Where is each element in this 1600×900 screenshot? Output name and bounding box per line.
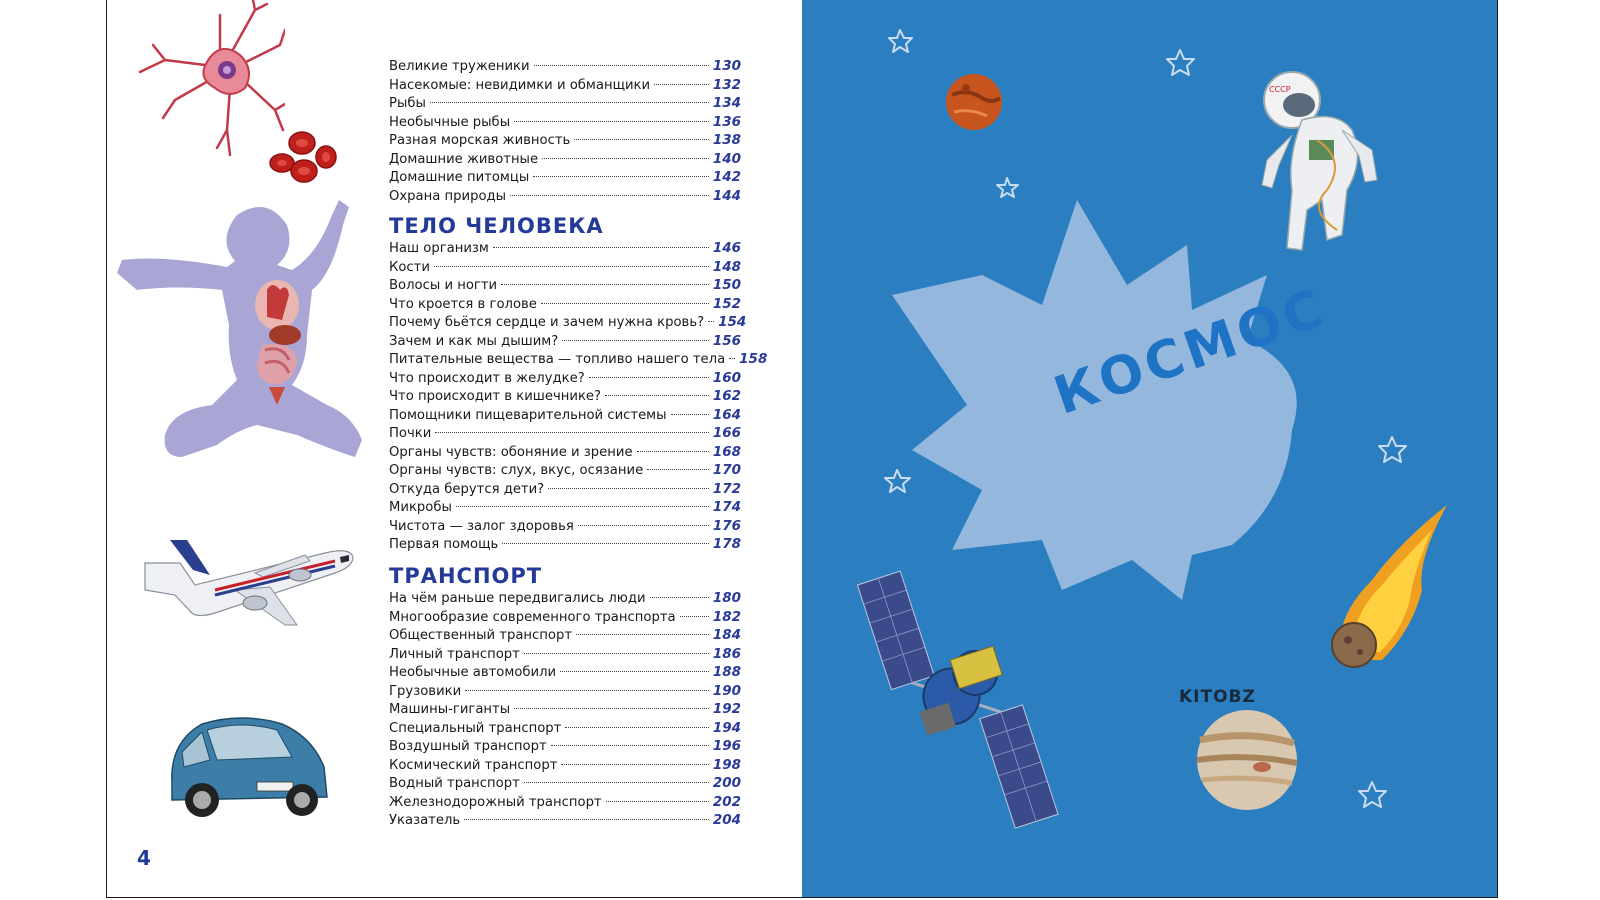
toc-entry: Кости 148 bbox=[389, 258, 741, 275]
toc-entry: Железнодорожный транспорт 202 bbox=[389, 793, 741, 810]
toc-group-animals bbox=[389, 57, 741, 205]
toc-entry: Великие труженики 130 bbox=[389, 58, 741, 74]
toc-entry: Указатель 204 bbox=[389, 812, 741, 828]
toc-entry: Первая помощь 178 bbox=[389, 536, 741, 552]
toc-entry: Наш организм 146 bbox=[389, 240, 741, 256]
toc-entry: Помощники пищеварительной системы 164 bbox=[389, 406, 741, 423]
star-icon bbox=[1359, 782, 1386, 807]
toc-entry: Специальный транспорт 194 bbox=[389, 719, 741, 736]
toc-entry: Что происходит в кишечнике? 162 bbox=[389, 388, 741, 404]
satellite-illustration bbox=[857, 555, 1087, 840]
toc-entry: Домашние животные 140 bbox=[389, 150, 741, 167]
toc-entry: Разная морская живность 138 bbox=[389, 132, 741, 148]
star-icon bbox=[997, 178, 1018, 197]
red-blood-cells-illustration bbox=[262, 125, 342, 190]
child-silhouette-illustration bbox=[117, 195, 377, 475]
star-icon bbox=[1379, 437, 1406, 462]
airplane-illustration bbox=[135, 535, 357, 630]
toc-entry: Космический транспорт 198 bbox=[389, 756, 741, 773]
toc-entry: Органы чувств: обоняние и зрение 168 bbox=[389, 443, 741, 460]
toc-entry: Насекомые: невидимки и обманщики 132 bbox=[389, 76, 741, 93]
star-icon bbox=[889, 30, 912, 52]
toc-entry: Рыбы 134 bbox=[389, 95, 741, 111]
left-page bbox=[107, 0, 802, 898]
toc-entry: Грузовики 190 bbox=[389, 682, 741, 699]
toc-entry: Органы чувств: слух, вкус, осязание 170 bbox=[389, 462, 741, 478]
section-heading-transport: ТРАНСПОРТ bbox=[389, 564, 543, 588]
toc-entry: Необычные рыбы 136 bbox=[389, 113, 741, 130]
toc-entry: Чистота — залог здоровья 176 bbox=[389, 517, 741, 534]
toc-entry: Водный транспорт 200 bbox=[389, 775, 741, 791]
astronaut-illustration bbox=[1247, 60, 1392, 260]
comet-illustration bbox=[1322, 500, 1452, 680]
toc-entry: Что кроется в голове 152 bbox=[389, 295, 741, 312]
mars-illustration bbox=[942, 70, 1007, 135]
toc-entry: Почки 166 bbox=[389, 425, 741, 441]
star-icon bbox=[885, 470, 910, 492]
toc-entry: На чём раньше передвигались люди 180 bbox=[389, 590, 741, 606]
watermark: KITOBZ bbox=[1179, 687, 1256, 707]
toc-entry: Что происходит в желудке? 160 bbox=[389, 369, 741, 386]
page-number: 4 bbox=[137, 846, 151, 870]
toc-entry: Личный транспорт 186 bbox=[389, 645, 741, 662]
book-spread bbox=[106, 0, 1498, 898]
toc-entry: Волосы и ногти 150 bbox=[389, 277, 741, 293]
car-illustration bbox=[162, 712, 332, 822]
toc-group-human-body bbox=[389, 239, 768, 554]
toc-entry: Почему бьётся сердце и зачем нужна кровь? 154 bbox=[389, 314, 747, 330]
toc-entry: Откуда берутся дети? 172 bbox=[389, 480, 741, 497]
svg-text:СССР: СССР bbox=[1269, 85, 1291, 94]
toc-entry: Микробы 174 bbox=[389, 499, 741, 515]
toc-entry: Необычные автомобили 188 bbox=[389, 664, 741, 680]
section-heading-human-body: ТЕЛО ЧЕЛОВЕКА bbox=[389, 214, 604, 238]
toc-entry: Машины-гиганты 192 bbox=[389, 701, 741, 717]
right-page bbox=[802, 0, 1498, 898]
toc-entry: Домашние питомцы 142 bbox=[389, 169, 741, 185]
section-title: КОСМОС bbox=[1047, 277, 1335, 427]
toc-group-transport bbox=[389, 589, 741, 830]
toc-entry: Общественный транспорт 184 bbox=[389, 627, 741, 643]
toc-entry: Питательные вещества — топливо нашего тела 158 bbox=[389, 351, 768, 367]
toc-entry: Многообразие современного транспорта 182 bbox=[389, 608, 741, 625]
toc-entry: Зачем и как мы дышим? 156 bbox=[389, 332, 741, 349]
star-icon bbox=[1167, 50, 1194, 75]
toc-entry: Охрана природы 144 bbox=[389, 187, 741, 204]
jupiter-illustration bbox=[1192, 705, 1302, 815]
toc-entry: Воздушный транспорт 196 bbox=[389, 738, 741, 754]
